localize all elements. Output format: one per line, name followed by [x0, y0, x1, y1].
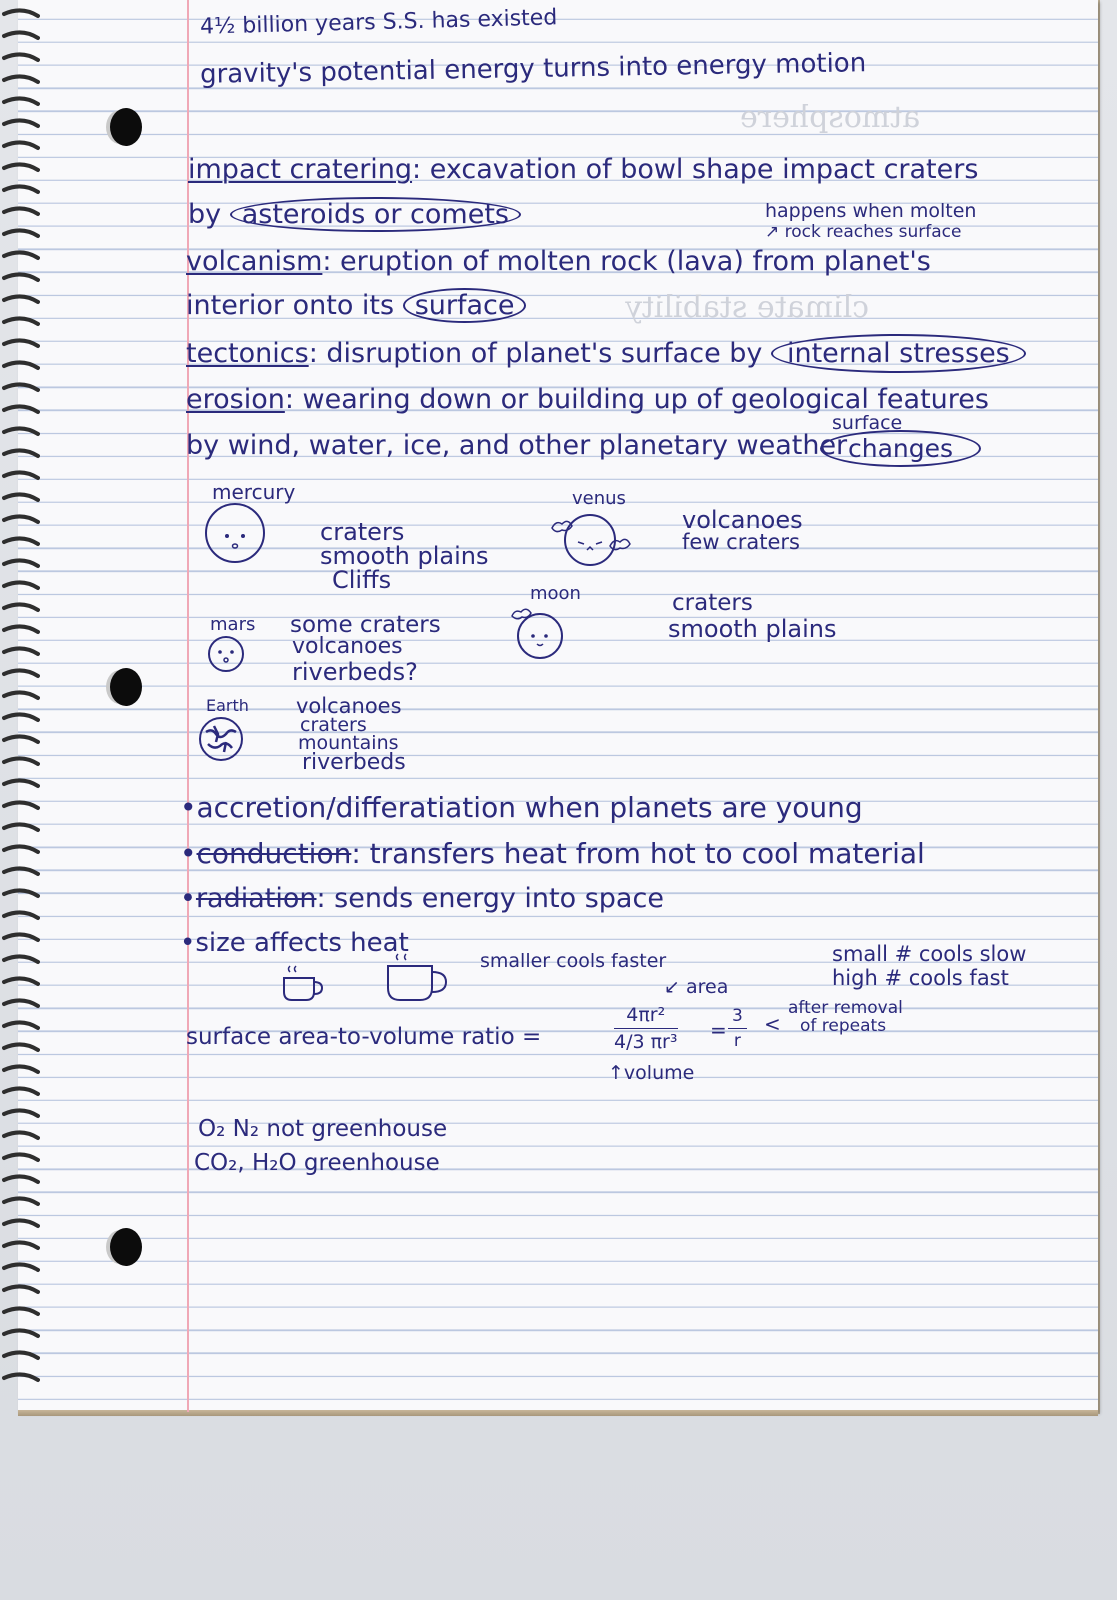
spiral-coil — [4, 846, 38, 852]
spiral-coil — [4, 604, 38, 610]
spiral-coil — [4, 758, 38, 764]
earth-drawing — [196, 714, 246, 764]
spiral-coil — [4, 274, 38, 280]
mercury-feature-2: smooth plains — [320, 542, 489, 570]
bullet-dot: • — [180, 791, 197, 824]
surface-label: surface — [832, 412, 903, 434]
spiral-coil — [4, 780, 38, 786]
mercury-feature-1: craters — [320, 518, 405, 546]
bullet-conduction — [180, 837, 925, 870]
fraction-denominator: 4/3 πr³ — [614, 1031, 678, 1053]
spiral-coil — [4, 912, 38, 918]
planet-name-venus: venus — [572, 488, 626, 509]
spiral-coil — [4, 516, 38, 522]
spiral-coil — [4, 340, 38, 346]
venus-feature-1: volcanoes — [682, 506, 803, 534]
spiral-coil — [4, 54, 38, 60]
side-note-text: rock reaches surface — [784, 222, 962, 242]
spiral-coil — [4, 142, 38, 148]
spiral-coil — [4, 670, 38, 676]
moon-face-drawing — [508, 604, 568, 662]
mars-face-drawing — [205, 634, 247, 674]
spiral-coil — [4, 1022, 38, 1028]
spiral-coil — [4, 582, 38, 588]
mercury-feature-3: Cliffs — [332, 566, 392, 594]
term-impact-cratering: impact cratering — [188, 154, 413, 185]
spiral-coil — [4, 1132, 38, 1138]
spiral-coil — [4, 934, 38, 940]
definition-impact-cratering: : excavation of bowl shape impact craters — [412, 154, 979, 185]
high-number-note: high # cools fast — [832, 966, 1009, 990]
spiral-coil — [4, 890, 38, 896]
area-arrow-label: ↙ area — [664, 976, 729, 998]
volume-arrow-label: ↑volume — [608, 1062, 695, 1084]
spiral-coil — [4, 384, 38, 390]
spiral-coil — [4, 252, 38, 258]
spiral-coil — [4, 120, 38, 126]
planet-name-mercury: mercury — [212, 480, 296, 504]
definition-volcanism: : eruption of molten rock (lava) from planet's — [322, 246, 931, 277]
spiral-binding — [0, 0, 40, 1410]
mercury-face-drawing — [203, 502, 267, 564]
term-conduction: conduction — [196, 837, 352, 870]
bullet-dot: • — [180, 928, 196, 958]
spiral-coil — [4, 1330, 38, 1336]
definition-erosion: : wearing down or building up of geological features — [284, 384, 989, 415]
spiral-coil — [4, 692, 38, 698]
result-denominator: r — [733, 1031, 741, 1051]
side-note-line-2: ↗ rock reaches surface — [765, 222, 962, 242]
planet-name-mars: mars — [210, 614, 256, 635]
spiral-coil — [4, 868, 38, 874]
spiral-coil — [4, 648, 38, 654]
term-tectonics: tectonics — [186, 338, 309, 369]
spiral-coil — [4, 230, 38, 236]
fraction-numerator: 4πr² — [614, 1004, 678, 1029]
spiral-coil — [4, 1000, 38, 1006]
spiral-coil — [4, 98, 38, 104]
size-affects-heat-text: size affects heat — [195, 928, 409, 958]
volume-label: volume — [623, 1062, 695, 1084]
spiral-coil — [4, 32, 38, 38]
mars-feature-2: volcanoes — [292, 634, 403, 659]
planet-name-earth: Earth — [206, 696, 249, 715]
gases-line-2: CO₂, H₂O greenhouse — [194, 1150, 440, 1176]
moon-feature-1: craters — [672, 590, 753, 616]
smaller-cools-faster: smaller cools faster — [480, 950, 667, 972]
impact-cratering-line-1 — [188, 156, 978, 183]
earth-feature-3: mountains — [298, 732, 399, 754]
volcanism-continuation: interior onto its — [186, 290, 395, 321]
result-fraction — [728, 1006, 747, 1051]
venus-feature-2: few craters — [682, 530, 800, 554]
volcanism-line-2 — [186, 292, 526, 319]
spiral-coil — [4, 318, 38, 324]
spiral-coil — [4, 1242, 38, 1248]
definition-radiation: : sends energy into space — [316, 883, 664, 914]
term-erosion: erosion — [186, 384, 285, 415]
spiral-coil — [4, 560, 38, 566]
after-removal-note-1: after removal — [788, 998, 903, 1018]
spiral-coil — [4, 824, 38, 830]
bullet-size-affects-heat — [180, 930, 409, 956]
side-note-line-1: happens when molten — [765, 200, 977, 222]
spiral-coil — [4, 802, 38, 808]
spiral-coil — [4, 978, 38, 984]
spiral-coil — [4, 296, 38, 302]
spiral-coil — [4, 428, 38, 434]
spiral-coil — [4, 1286, 38, 1292]
bullet-dot: • — [180, 883, 196, 914]
spiral-coil — [4, 538, 38, 544]
moon-feature-2: smooth plains — [668, 615, 837, 643]
spiral-coil — [4, 626, 38, 632]
circled-asteroids-or-comets: asteroids or comets — [230, 197, 521, 232]
surface-area-to-volume-label: surface area-to-volume ratio = — [186, 1024, 542, 1050]
volcanism-line-1 — [186, 248, 931, 275]
gases-line-1: O₂ N₂ not greenhouse — [198, 1116, 448, 1142]
spiral-coil — [4, 10, 38, 16]
spiral-coil — [4, 450, 38, 456]
bullet-accretion — [180, 791, 863, 824]
bullet-radiation — [180, 885, 664, 912]
punch-hole-middle — [110, 668, 142, 706]
circled-surface: surface — [403, 288, 527, 323]
erosion-line-2: by wind, water, ice, and other planetary weather — [186, 430, 848, 461]
spiral-coil — [4, 1176, 38, 1182]
erosion-line-1 — [186, 386, 989, 413]
spiral-coil — [4, 1066, 38, 1072]
spiral-coil — [4, 472, 38, 478]
spiral-coil — [4, 1220, 38, 1226]
header-line-1: 4½ billion years S.S. has existed — [199, 5, 558, 40]
spiral-coil — [4, 362, 38, 368]
spiral-coil — [4, 494, 38, 500]
after-removal-note-2: of repeats — [800, 1016, 887, 1036]
circled-changes: changes — [820, 430, 981, 467]
venus-face-drawing — [544, 510, 636, 568]
circled-internal-stresses: internal stresses — [771, 334, 1026, 373]
spiral-coil — [4, 1374, 38, 1380]
bullet-dot: • — [180, 837, 197, 870]
result-numerator: 3 — [728, 1006, 747, 1029]
arrow-pointer: < — [764, 1012, 781, 1036]
spiral-coil — [4, 1154, 38, 1160]
spiral-coil — [4, 1088, 38, 1094]
spiral-coil — [4, 186, 38, 192]
spiral-coil — [4, 1044, 38, 1050]
spiral-coil — [4, 1110, 38, 1116]
word-by: by — [188, 199, 222, 230]
spiral-coil — [4, 406, 38, 412]
accretion-text: accretion/differatiation when planets are young — [196, 791, 863, 824]
earth-feature-4: riverbeds — [302, 750, 406, 775]
earth-feature-2: craters — [300, 714, 367, 736]
header-line-2: gravity's potential energy turns into energy motion — [199, 48, 867, 90]
spiral-coil — [4, 956, 38, 962]
term-radiation: radiation — [195, 883, 317, 914]
paper-edge-bottom — [18, 1410, 1098, 1416]
definition-conduction: : transfers heat from hot to cool material — [351, 837, 925, 870]
mars-feature-1: some craters — [290, 612, 441, 638]
small-cup-drawing — [280, 962, 330, 1004]
spiral-coil — [4, 1352, 38, 1358]
bleed-through-text: atmosphere — [740, 100, 921, 135]
spiral-coil — [4, 736, 38, 742]
spiral-coil — [4, 1198, 38, 1204]
equals-sign: = — [710, 1018, 727, 1042]
spiral-coil — [4, 164, 38, 170]
spiral-coil — [4, 208, 38, 214]
spiral-coil — [4, 1308, 38, 1314]
earth-feature-1: volcanoes — [296, 694, 402, 718]
impact-cratering-line-2 — [188, 201, 521, 228]
punch-hole-bottom — [110, 1228, 142, 1266]
spiral-coil — [4, 76, 38, 82]
small-number-note: small # cools slow — [832, 942, 1027, 966]
term-volcanism: volcanism — [186, 246, 323, 277]
definition-tectonics: : disruption of planet's surface by — [308, 338, 763, 369]
ratio-fraction — [614, 1004, 678, 1053]
large-cup-drawing — [384, 950, 452, 1006]
planet-name-moon: moon — [530, 583, 581, 604]
punch-hole-top — [110, 108, 142, 146]
spiral-coil — [4, 714, 38, 720]
mars-feature-3: riverbeds? — [292, 658, 418, 686]
area-label: area — [685, 976, 729, 998]
spiral-coil — [4, 1264, 38, 1270]
tectonics-line — [186, 340, 1026, 367]
bleed-through-text: climate stability — [625, 290, 869, 325]
